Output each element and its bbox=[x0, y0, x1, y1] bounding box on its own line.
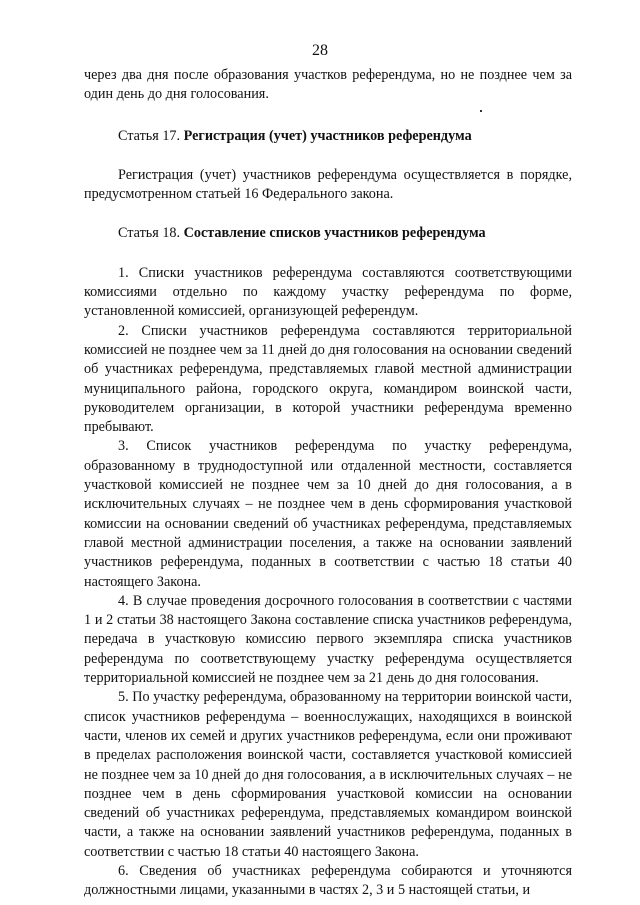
document-body bbox=[84, 66, 572, 901]
page-number: 28 bbox=[312, 42, 328, 59]
article-18-paragraph-1: 1. Списки участников референдума составляются соответствующими комиссиями отдельно по каждому участку референдума по форме, установленной комиссией, организующей референдум. bbox=[84, 264, 572, 320]
article-18-heading bbox=[84, 224, 572, 243]
spacer bbox=[84, 204, 572, 224]
article-18-paragraph-3: 3. Список участников референдума по участку референдума, образованному в труднодоступной или отдаленной местности, составляется участковой комиссией не позднее чем за 10 дней до дня голосования, а в исключительных случаях – не позднее чем в день сформирования участковой комиссии на основании сведений об участниках референдума, представляемых главой местной администрации поселения, а также на основании заявлений участников референдума, поданных в соответствии с частью 18 статьи 40 настоящего Закона. bbox=[84, 438, 572, 590]
article-18-paragraph-2: 2. Списки участников референдума составляются территориальной комиссией не позднее чем за 11 дней до дня голосования на основании сведений об участниках референдума, представляемых главой местной администрации муниципального района, городского округа, командиром воинской части, руководителем организации, в которой участники референдума временно пребывают. bbox=[84, 322, 572, 436]
article-17-title: Регистрация (учет) участников референдума bbox=[183, 127, 472, 144]
spacer bbox=[84, 146, 572, 166]
spacer bbox=[84, 244, 572, 264]
article-18-paragraph-5: 5. По участку референдума, образованному на территории воинской части, список участников референдума – военнослужащих, находящихся в воинской части, членов их семей и других участников референдума, если они проживают в пределах расположения воинской части, составляется участковой комиссией не позднее чем за 10 дней до дня голосования, а в исключительных случаях – не позднее чем в день сформирования участковой комиссии на основании сведений об участниках референдума, представляемых командиром воинской части, а также на основании заявлений участников референдума, поданных в соответствии с частью 18 статьи 40 настоящего Закона. bbox=[84, 689, 572, 860]
article-18-number: Статья 18. bbox=[118, 225, 181, 242]
article-18-title: Составление списков участников референдума bbox=[183, 225, 486, 242]
article-18-paragraph-4: 4. В случае проведения досрочного голосования в соответствии с частями 1 и 2 статьи 38 настоящего Закона составление списка участников референдума, передача в участковую комиссию первого экземпляра списка участников референдума по соответствующему участку референдума осуществляется территориальной комиссией не позднее чем за 21 день до дня голосования. bbox=[84, 592, 572, 687]
article-17-text: Регистрация (учет) участников референдума осуществляется в порядке, предусмотренном статьей 16 Федерального закона. bbox=[84, 166, 572, 203]
spacer bbox=[84, 105, 572, 127]
intro-paragraph: через два дня после образования участков референдума, но не позднее чем за один день до дня голосования. bbox=[84, 67, 572, 103]
article-17-number: Статья 17. bbox=[118, 127, 181, 144]
article-18-paragraph-6: 6. Сведения об участниках референдума собираются и уточняются должностными лицами, указанными в частях 2, 3 и 5 настоящей статьи, и bbox=[84, 862, 572, 899]
article-17-heading bbox=[84, 127, 572, 146]
